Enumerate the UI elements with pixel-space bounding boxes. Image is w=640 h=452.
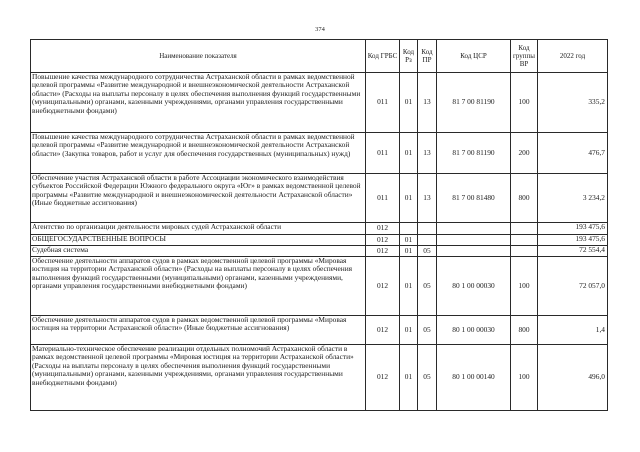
row-name: Судебная система xyxy=(31,246,366,257)
row-csr xyxy=(437,246,511,257)
row-csr: 81 7 00 81190 xyxy=(437,133,511,174)
row-pr xyxy=(418,235,437,246)
row-grbs: 012 xyxy=(366,223,400,235)
row-name: Повышение качества международного сотрудничества Астраханской области в рамках ведомственной целевой программы «Развитие международной и внешнеэкономической деятельности Астраханской области» (Закупка товаров, работ и услуг для обеспечения государственных (муниципальных) нужд) xyxy=(31,133,366,174)
row-grbs: 012 xyxy=(366,257,400,316)
row-pr: 13 xyxy=(418,174,437,223)
row-rz: 01 xyxy=(400,316,418,345)
budget-table xyxy=(30,39,608,411)
row-rz: 01 xyxy=(400,133,418,174)
row-amount: 335,2 xyxy=(538,73,608,133)
table-row xyxy=(31,133,608,174)
row-grbs: 011 xyxy=(366,73,400,133)
row-vr: 100 xyxy=(511,257,538,316)
table-row xyxy=(31,257,608,316)
row-pr: 05 xyxy=(418,246,437,257)
header-rz: Код Рз xyxy=(400,40,418,73)
header-grbs: Код ГРБС xyxy=(366,40,400,73)
row-name: Материально-техническое обеспечение реализации отдельных полномочий Астраханской области в рамках ведомственной целевой программы «Мировая юстиция на территории Астраханской области» (Расходы на выплаты персоналу в целях обеспечения выполнения функций государственными (муниципальными) органами, казенными учреждениями, органами управления государственными внебюджетными фондами) xyxy=(31,345,366,411)
table-row xyxy=(31,316,608,345)
row-vr: 800 xyxy=(511,316,538,345)
row-name: Агентство по организации деятельности мировых судей Астраханской области xyxy=(31,223,366,235)
row-amount: 1,4 xyxy=(538,316,608,345)
row-rz: 01 xyxy=(400,246,418,257)
header-pr: Код ПР xyxy=(418,40,437,73)
table-row xyxy=(31,345,608,411)
row-amount: 496,0 xyxy=(538,345,608,411)
table-row xyxy=(31,223,608,235)
row-grbs: 012 xyxy=(366,235,400,246)
header-vr: Код группы ВР xyxy=(511,40,538,73)
row-name: Обеспечение деятельности аппаратов судов в рамках ведомственной целевой программы «Мировая юстиция на территории Астраханской области» (Иные бюджетные ассигнования) xyxy=(31,316,366,345)
row-grbs: 012 xyxy=(366,316,400,345)
header-name: Наименование показателя xyxy=(31,40,366,73)
table-row xyxy=(31,174,608,223)
row-pr: 13 xyxy=(418,133,437,174)
table-row xyxy=(31,246,608,257)
row-amount: 72 057,0 xyxy=(538,257,608,316)
row-name: Обеспечение участия Астраханской области в работе Ассоциации экономического взаимодействия субъектов Российской Федерации Южного федерального округа «Юг» в рамках ведомственной целевой программы «Развитие международной и внешнеэкономической деятельности Астраханской области» (Иные бюджетные ассигнования) xyxy=(31,174,366,223)
header-year: 2022 год xyxy=(538,40,608,73)
row-csr xyxy=(437,223,511,235)
row-name: Обеспечение деятельности аппаратов судов в рамках ведомственной целевой программы «Мировая юстиция на территории Астраханской области» (Расходы на выплаты персоналу в целях обеспечения выполнения функций государственными (муниципальными) органами, казенными учреждениями, органами управления государственными внебюджетными фондами) xyxy=(31,257,366,316)
row-vr xyxy=(511,223,538,235)
row-vr: 800 xyxy=(511,174,538,223)
row-csr: 81 7 00 81480 xyxy=(437,174,511,223)
row-vr: 200 xyxy=(511,133,538,174)
page-number: 374 xyxy=(315,26,325,33)
row-amount: 193 475,6 xyxy=(538,223,608,235)
row-pr: 05 xyxy=(418,257,437,316)
row-pr: 05 xyxy=(418,316,437,345)
row-csr: 81 7 00 81190 xyxy=(437,73,511,133)
row-vr: 100 xyxy=(511,73,538,133)
row-pr xyxy=(418,223,437,235)
row-grbs: 011 xyxy=(366,133,400,174)
table-row xyxy=(31,73,608,133)
row-pr: 05 xyxy=(418,345,437,411)
row-csr: 80 1 00 00030 xyxy=(437,316,511,345)
row-rz: 01 xyxy=(400,257,418,316)
row-amount: 72 554,4 xyxy=(538,246,608,257)
header-csr: Код ЦСР xyxy=(437,40,511,73)
row-grbs: 012 xyxy=(366,345,400,411)
row-vr xyxy=(511,246,538,257)
row-amount: 476,7 xyxy=(538,133,608,174)
row-name: ОБЩЕГОСУДАРСТВЕННЫЕ ВОПРОСЫ xyxy=(31,235,366,246)
row-amount: 3 234,2 xyxy=(538,174,608,223)
row-vr: 100 xyxy=(511,345,538,411)
row-csr xyxy=(437,235,511,246)
row-csr: 80 1 00 00140 xyxy=(437,345,511,411)
row-pr: 13 xyxy=(418,73,437,133)
row-rz: 01 xyxy=(400,345,418,411)
table-row xyxy=(31,235,608,246)
row-csr: 80 1 00 00030 xyxy=(437,257,511,316)
row-vr xyxy=(511,235,538,246)
row-rz xyxy=(400,223,418,235)
row-rz: 01 xyxy=(400,235,418,246)
row-grbs: 012 xyxy=(366,246,400,257)
table-header-row xyxy=(31,40,608,73)
row-grbs: 011 xyxy=(366,174,400,223)
row-rz: 01 xyxy=(400,73,418,133)
row-name: Повышение качества международного сотрудничества Астраханской области в рамках ведомственной целевой программы «Развитие международной и внешнеэкономической деятельности Астраханской области» (Расходы на выплаты персоналу в целях обеспечения выполнения функций государственными (муниципальными) органами, казенными учреждениями, органами управления государственными внебюджетными фондами) xyxy=(31,73,366,133)
row-rz: 01 xyxy=(400,174,418,223)
row-amount: 193 475,6 xyxy=(538,235,608,246)
